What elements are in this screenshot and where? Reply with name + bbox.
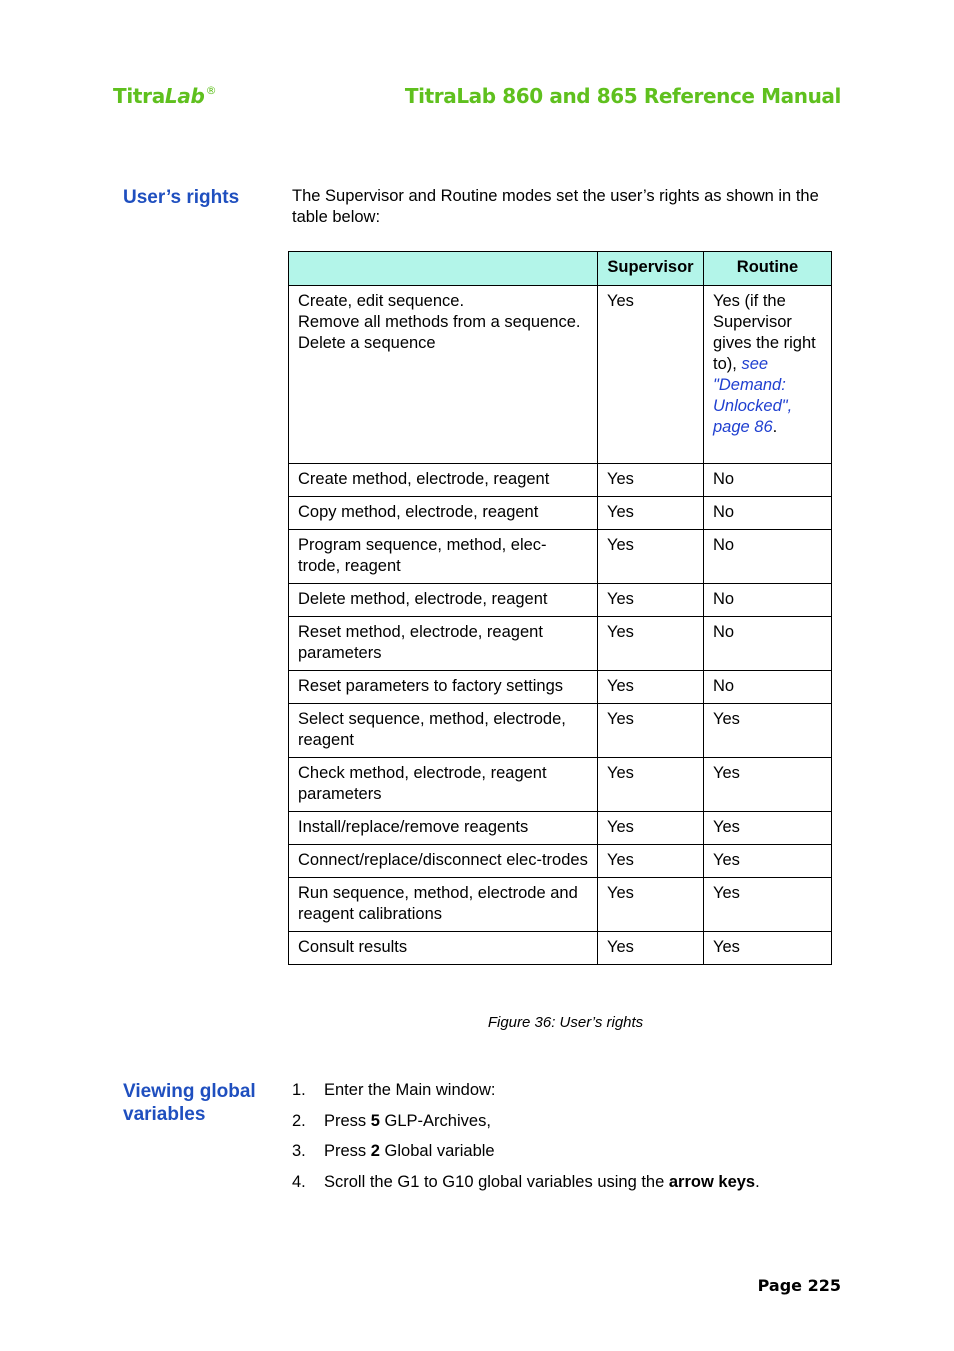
step-number: 4. [292,1172,306,1191]
step-key: arrow keys [668,1172,756,1191]
table-cell-supervisor: Yes [598,671,704,704]
step-item [292,1141,760,1172]
table-row [289,758,832,812]
step-text: Enter the Main window: [324,1081,496,1099]
table-row [289,286,832,464]
step-text: Press [324,1142,371,1161]
step-text: Scroll the G1 to G10 global variables using the [324,1172,669,1191]
table-row [289,584,832,617]
table-cell-action: Copy method, electrode, reagent [289,497,598,530]
table-cell-action: Install/replace/remove reagents [289,812,598,845]
column-header-supervisor: Supervisor [598,252,704,286]
table-cell-routine: No [704,584,832,617]
table-row [289,617,832,671]
step-number: 3. [292,1142,306,1161]
step-text: GLP-Archives, [379,1111,491,1130]
table-cell-action: Create method, electrode, reagent [289,464,598,497]
column-header-action [289,252,598,286]
users-rights-table [288,251,832,965]
table-row [289,845,832,878]
step-text: Global variable [379,1142,495,1161]
table-cell-routine: No [704,617,832,671]
step-key: 2 [370,1142,380,1161]
table-cell-supervisor: Yes [598,812,704,845]
table-row [289,812,832,845]
steps-list [292,1080,760,1202]
heading-line: variables [123,1104,206,1125]
step-text: . [755,1172,760,1191]
table-header-row [289,252,832,286]
table-cell-action [289,286,598,464]
table-cell-supervisor: Yes [598,617,704,671]
brand-suffix: Lab [164,84,205,108]
table-cell-supervisor: Yes [598,932,704,965]
table-row [289,464,832,497]
manual-title: TitraLab 860 and 865 Reference Manual [404,84,841,108]
table-row [289,671,832,704]
table-cell-routine: No [704,530,832,584]
table-row [289,704,832,758]
table-cell-action: Delete method, electrode, reagent [289,584,598,617]
table-row [289,878,832,932]
action-line: Create, edit sequence. [298,292,465,310]
registered-mark: ® [205,84,217,97]
table-cell-supervisor: Yes [598,878,704,932]
heading-line: Viewing global [123,1081,256,1102]
brand-prefix: Titra [113,84,165,108]
step-item [292,1080,760,1111]
table-cell-supervisor: Yes [598,758,704,812]
demand-unlocked-link[interactable]: see "Demand: Unlocked", page 86 [713,355,793,436]
table-cell-supervisor: Yes [598,286,704,464]
table-cell-action: Consult results [289,932,598,965]
table-cell-routine: No [704,497,832,530]
brand-logo [113,84,216,108]
intro-paragraph: The Supervisor and Routine modes set the user’s rights as shown in the table below: [292,187,819,226]
table-cell-routine [704,286,832,464]
table-cell-action: Reset parameters to factory settings [289,671,598,704]
table-cell-supervisor: Yes [598,530,704,584]
step-text: Press [324,1111,371,1130]
routine-text-end: . [772,418,778,436]
table-cell-routine: Yes [704,878,832,932]
table-cell-routine: Yes [704,845,832,878]
table-cell-supervisor: Yes [598,464,704,497]
table-cell-action: Reset method, electrode, reagent parameters [289,617,598,671]
table-cell-action: Select sequence, method, electrode, reagent [289,704,598,758]
table-cell-supervisor: Yes [598,845,704,878]
table-cell-action: Connect/replace/disconnect elec-trodes [289,845,598,878]
table-cell-supervisor: Yes [598,704,704,758]
action-line: Delete a sequence [298,334,436,352]
table-cell-routine: Yes [704,704,832,758]
routine-text: Yes (if the Supervisor gives the right to), [713,292,816,373]
step-number: 1. [292,1081,306,1099]
step-number: 2. [292,1111,306,1130]
section-heading-users-rights: User’s rights [123,187,240,208]
table-row [289,932,832,965]
column-header-routine: Routine [704,252,832,286]
table-cell-action: Check method, electrode, reagent parameters [289,758,598,812]
action-line: Remove all methods from a sequence. [298,313,581,331]
table-cell-action: Run sequence, method, electrode and reagent calibrations [289,878,598,932]
section-heading-global-variables [123,1080,256,1126]
table-row [289,497,832,530]
table-cell-routine: Yes [704,932,832,965]
table-cell-routine: Yes [704,812,832,845]
figure-caption: Figure 36: User’s rights [487,1014,644,1031]
table-cell-action: Program sequence, method, elec-trode, reagent [289,530,598,584]
step-key: 5 [370,1111,380,1130]
table-cell-supervisor: Yes [598,497,704,530]
table-cell-supervisor: Yes [598,584,704,617]
step-item [292,1172,760,1203]
step-item [292,1111,760,1142]
table-cell-routine: No [704,671,832,704]
page-number: Page 225 [757,1276,841,1295]
table-cell-routine: Yes [704,758,832,812]
table-row [289,530,832,584]
table-cell-routine: No [704,464,832,497]
